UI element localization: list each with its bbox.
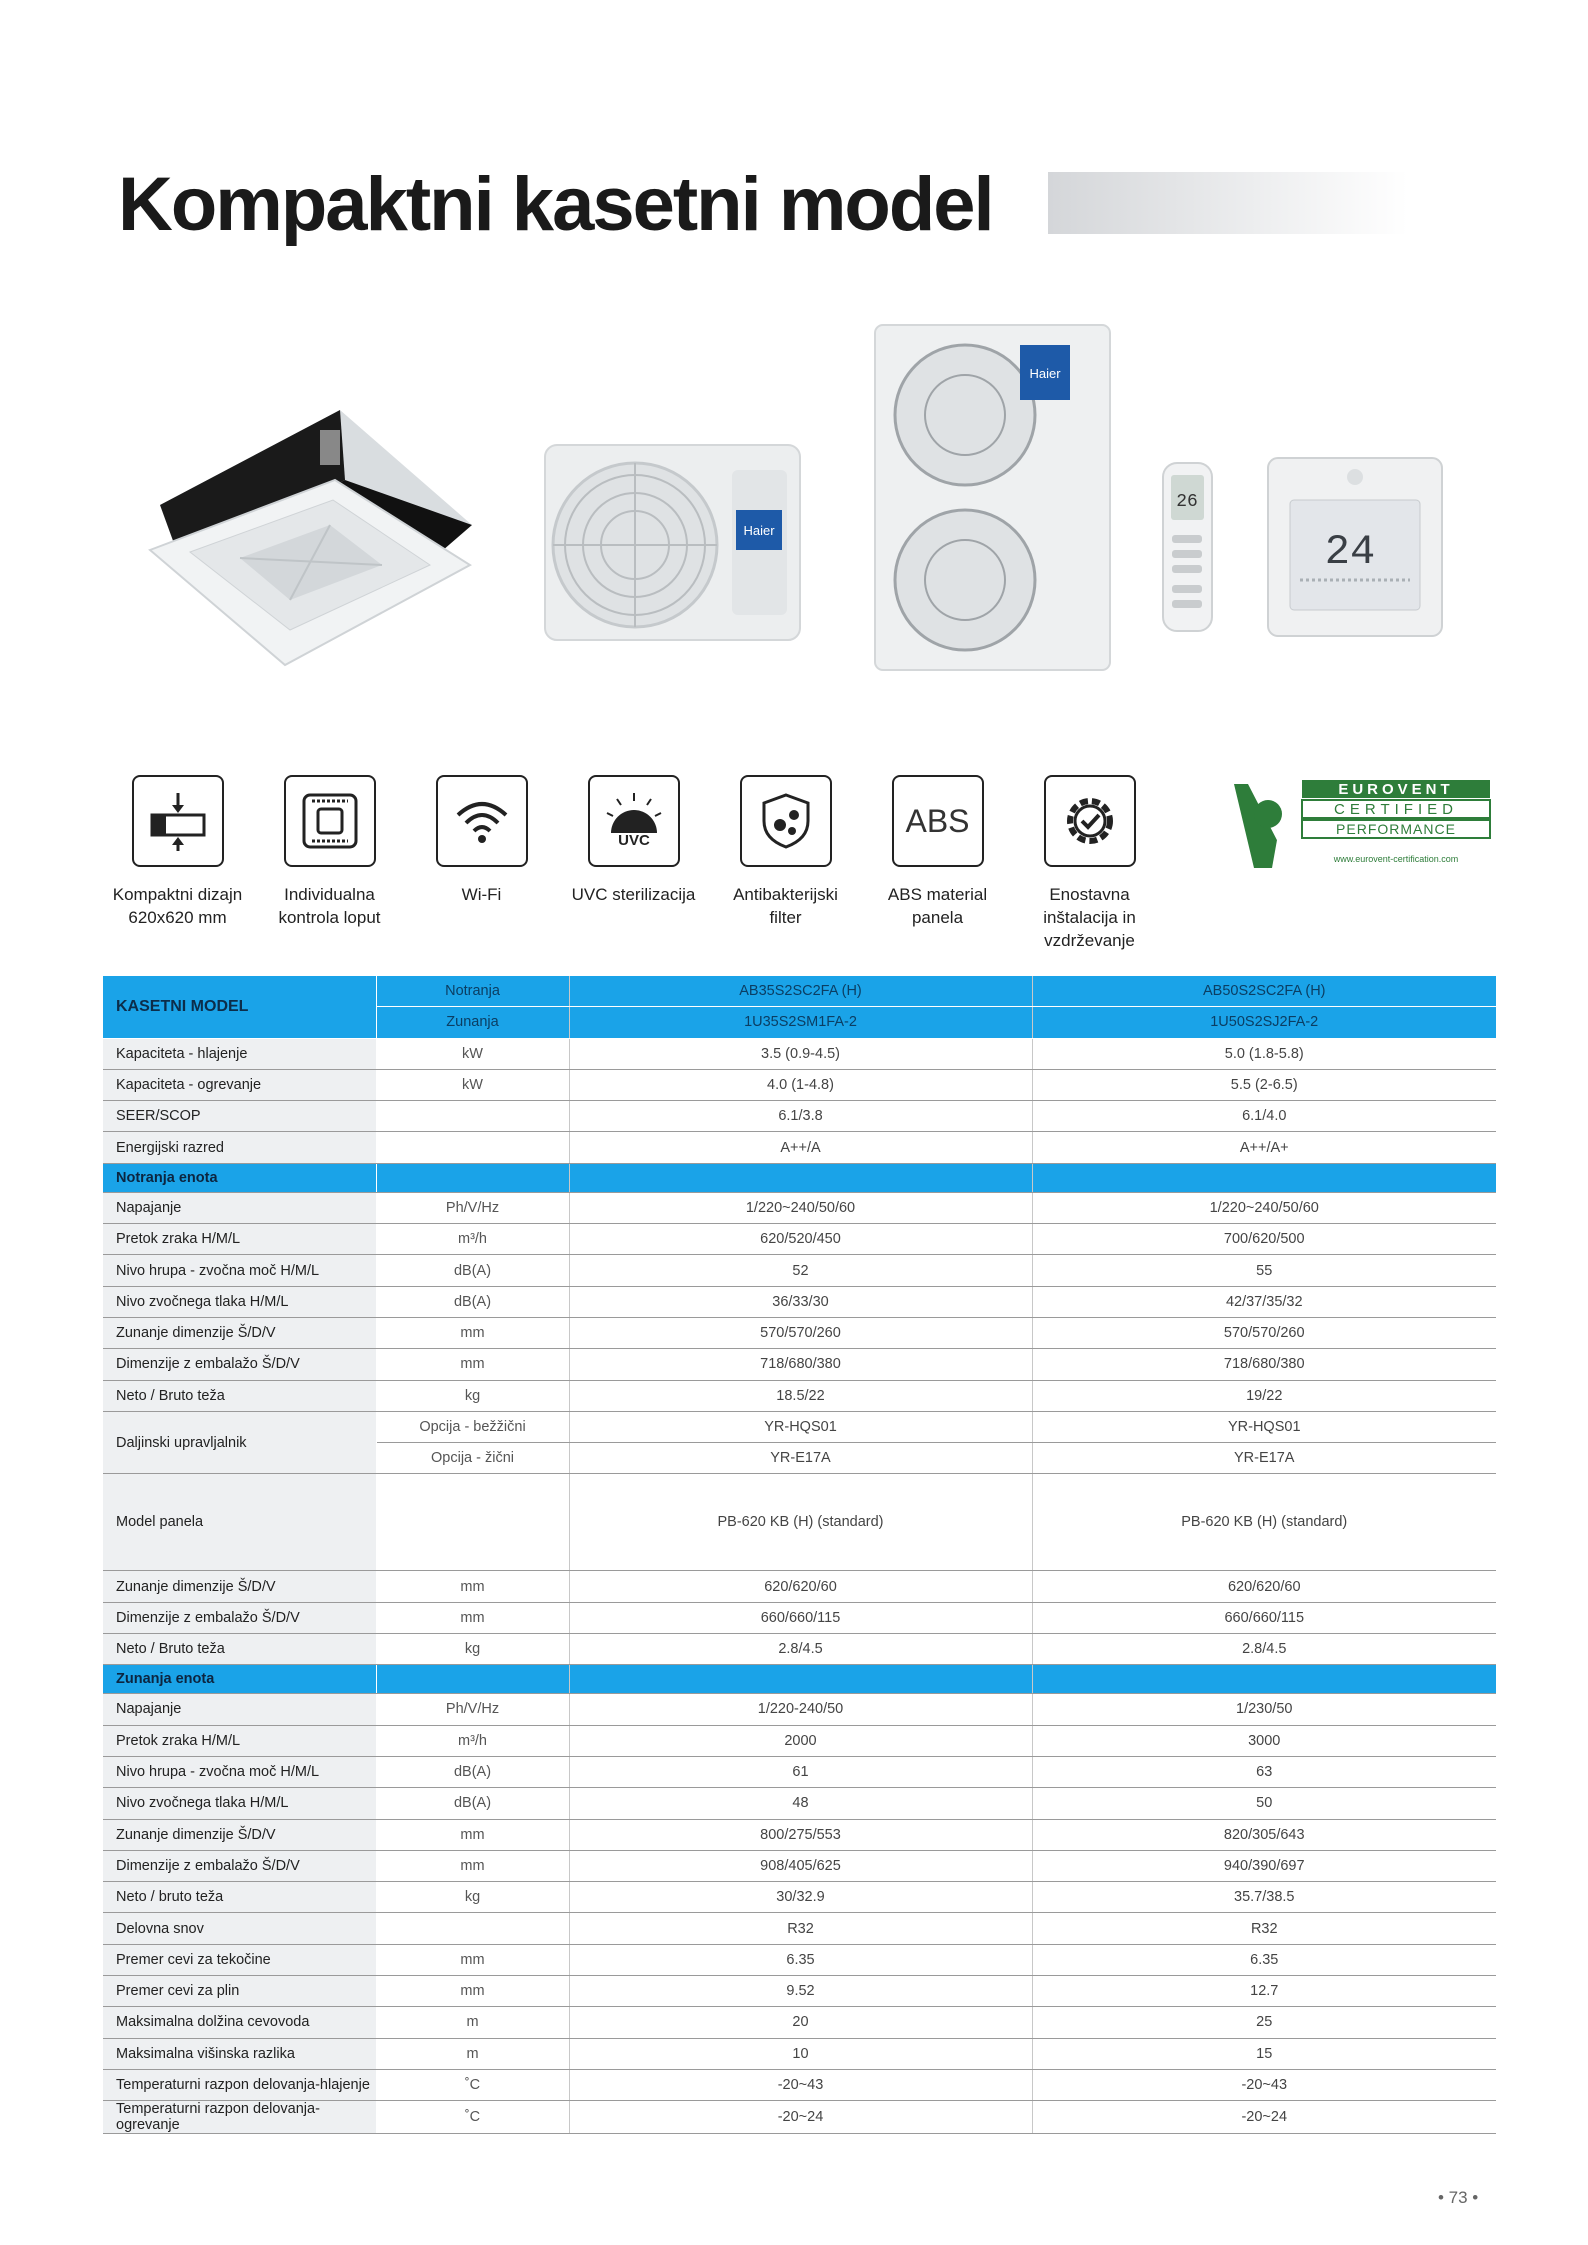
table-row [103,1788,1496,1819]
row-value-model1: 3.5 (0.9-4.5) [569,1038,1032,1069]
row-value-model2: 55 [1032,1255,1496,1286]
panel-model2: PB-620 KB (H) (standard) [1032,1474,1496,1571]
abs-icon [892,775,984,867]
row-value-model2: -20~24 [1032,2101,1496,2134]
title-gradient-bar [1048,172,1408,234]
row-value-model2: 35.7/38.5 [1032,1882,1496,1913]
row-value-model1: A++/A [569,1132,1032,1163]
row-value-model1: 1/220-240/50 [569,1694,1032,1725]
row-unit: kW [376,1069,569,1100]
row-label: Dimenzije z embalažo Š/D/V [103,1349,376,1380]
remote-wireless-label: Opcija - bežžični [376,1411,569,1442]
table-row [103,1976,1496,2007]
row-label: Zunanje dimenzije Š/D/V [103,1819,376,1850]
row-unit: m³/h [376,1725,569,1756]
brand-logo-text: Haier [1029,366,1061,381]
row-value-model1: 620/520/450 [569,1224,1032,1255]
feature-uvc [551,775,716,906]
table-row [103,1224,1496,1255]
row-unit: mm [376,1602,569,1633]
row-unit: dB(A) [376,1255,569,1286]
row-label: Nivo hrupa - zvočna moč H/M/L [103,1255,376,1286]
table-row [103,1069,1496,1100]
row-unit [376,1101,569,1132]
wired-controller-image [1265,455,1445,640]
row-unit: mm [376,1571,569,1602]
remote-wired-model1: YR-E17A [569,1443,1032,1474]
row-unit: dB(A) [376,1286,569,1317]
specification-table [103,976,1496,2134]
row-label: Neto / Bruto teža [103,1634,376,1665]
feature-wifi [399,775,564,906]
table-row [103,1634,1496,1665]
row-value-model1: 48 [569,1788,1032,1819]
eurovent-url: www.eurovent-certification.com [1333,854,1459,864]
row-label: Delovna snov [103,1913,376,1944]
table-row [103,1163,1496,1192]
louver-control-icon [284,775,376,867]
row-value-model1: R32 [569,1913,1032,1944]
cassette-unit-image [120,400,490,690]
row-value-model1: -20~24 [569,2101,1032,2134]
row-value-model1: 6.35 [569,1944,1032,1975]
row-label: Premer cevi za plin [103,1976,376,2007]
outdoor-unit-small-image [540,440,805,655]
row-value-model2: 570/570/260 [1032,1317,1496,1348]
row-value-model2: 15 [1032,2038,1496,2069]
row-label: Pretok zraka H/M/L [103,1224,376,1255]
row-value-model1: -20~43 [569,2069,1032,2100]
row-unit: mm [376,1850,569,1881]
row-value-model2: 6.1/4.0 [1032,1101,1496,1132]
row-value-model1: 660/660/115 [569,1602,1032,1633]
row-value-model1: 718/680/380 [569,1349,1032,1380]
controller-display-text: 24 [1324,528,1376,576]
row-value-model2: 12.7 [1032,1976,1496,2007]
wireless-remote-image [1160,460,1215,635]
row-value-model2: 940/390/697 [1032,1850,1496,1881]
section-header-fill [1032,1665,1496,1694]
row-label: Nivo zvočnega tlaka H/M/L [103,1286,376,1317]
antibacterial-icon [740,775,832,867]
table-row [103,1038,1496,1069]
table-row [103,1286,1496,1317]
row-value-model1: 20 [569,2007,1032,2038]
table-row [103,1192,1496,1223]
table-row [103,1913,1496,1944]
table-row [103,1349,1496,1380]
row-value-model2: 700/620/500 [1032,1224,1496,1255]
gear-check-icon [1044,775,1136,867]
remote-wired-model2: YR-E17A [1032,1443,1496,1474]
section-header-fill [376,1163,569,1192]
row-label: Kapaciteta - hlajenje [103,1038,376,1069]
row-unit: kW [376,1038,569,1069]
feature-easy-install [1007,775,1172,952]
feature-label: filter [769,908,802,927]
row-unit [376,1132,569,1163]
row-value-model1: 6.1/3.8 [569,1101,1032,1132]
row-value-model1: 908/405/625 [569,1850,1032,1881]
row-label: Kapaciteta - ogrevanje [103,1069,376,1100]
eurovent-line1: EUROVENT [1338,781,1454,798]
row-value-model1: 570/570/260 [569,1317,1032,1348]
row-unit: ˚C [376,2101,569,2134]
row-label: Neto / Bruto teža [103,1380,376,1411]
compact-design-icon [132,775,224,867]
row-label: Nivo zvočnega tlaka H/M/L [103,1788,376,1819]
eurovent-line3: PERFORMANCE [1336,821,1456,837]
table-row [103,1725,1496,1756]
row-value-model2: -20~43 [1032,2069,1496,2100]
feature-label: Individualna [284,885,375,904]
feature-compact-design [95,775,260,929]
row-unit: dB(A) [376,1788,569,1819]
feature-louver-control [247,775,412,929]
section-header: Zunanja enota [103,1665,376,1694]
row-value-model2: 820/305/643 [1032,1819,1496,1850]
row-value-model1: 4.0 (1-4.8) [569,1069,1032,1100]
remote-wired-label: Opcija - žični [376,1443,569,1474]
panel-model1: PB-620 KB (H) (standard) [569,1474,1032,1571]
table-row [103,2038,1496,2069]
table-row [103,1317,1496,1348]
section-header-fill [569,1665,1032,1694]
row-unit: mm [376,1317,569,1348]
row-value-model2: R32 [1032,1913,1496,1944]
table-row [103,2007,1496,2038]
feature-label: Antibakterijski [733,885,838,904]
row-label: Napajanje [103,1192,376,1223]
row-value-model1: 2.8/4.5 [569,1634,1032,1665]
row-value-model1: 61 [569,1756,1032,1787]
row-value-model1: 800/275/553 [569,1819,1032,1850]
row-label: SEER/SCOP [103,1101,376,1132]
row-value-model2: 3000 [1032,1725,1496,1756]
table-row [103,1694,1496,1725]
row-label: Premer cevi za tekočine [103,1944,376,1975]
eurovent-certified-logo [1232,776,1494,872]
row-value-model2: 25 [1032,2007,1496,2038]
row-value-model2: 63 [1032,1756,1496,1787]
outdoor-label: Zunanja [376,1007,569,1038]
row-value-model2: 620/620/60 [1032,1571,1496,1602]
table-row [103,1882,1496,1913]
remote-display-text: 26 [1176,492,1198,512]
feature-label: Enostavna [1049,885,1130,904]
row-value-model1: 52 [569,1255,1032,1286]
row-value-model2: 50 [1032,1788,1496,1819]
row-value-model2: 1/220~240/50/60 [1032,1192,1496,1223]
row-unit: mm [376,1944,569,1975]
table-row [103,1255,1496,1286]
page-title: Kompaktni kasetni model [118,162,993,247]
remote-wireless-model2: YR-HQS01 [1032,1411,1496,1442]
table-row [103,1944,1496,1975]
panel-label: Model panela [103,1474,376,1571]
feature-label: vzdrževanje [1044,931,1135,950]
feature-label: ABS material [887,885,988,904]
page-number: • 73 • [1438,2188,1479,2207]
row-label: Maksimalna višinska razlika [103,2038,376,2069]
section-header-fill [569,1163,1032,1192]
table-row [103,1101,1496,1132]
row-unit: Ph/V/Hz [376,1694,569,1725]
model-header: KASETNI MODEL [103,976,376,1038]
eurovent-line2: CERTIFIED [1334,801,1458,818]
table-row [103,1474,1496,1571]
row-label: Temperaturni razpon delovanja-ogrevanje [103,2101,376,2134]
row-value-model2: 718/680/380 [1032,1349,1496,1380]
table-row [103,1411,1496,1442]
model2-indoor-name: AB50S2SC2FA (H) [1032,976,1496,1007]
row-value-model1: 1/220~240/50/60 [569,1192,1032,1223]
row-value-model1: 18.5/22 [569,1380,1032,1411]
row-value-model2: 2.8/4.5 [1032,1634,1496,1665]
uvc-icon [588,775,680,867]
row-label: Dimenzije z embalažo Š/D/V [103,1850,376,1881]
section-header-fill [376,1665,569,1694]
table-row [103,1819,1496,1850]
row-value-model1: 30/32.9 [569,1882,1032,1913]
wifi-icon [436,775,528,867]
table-row [103,1850,1496,1881]
feature-label: Kompaktni dizajn [112,885,243,904]
row-label: Pretok zraka H/M/L [103,1725,376,1756]
section-header: Notranja enota [103,1163,376,1192]
row-unit: m [376,2038,569,2069]
row-unit: kg [376,1634,569,1665]
model2-outdoor-name: 1U50S2SJ2FA-2 [1032,1007,1496,1038]
row-value-model2: 19/22 [1032,1380,1496,1411]
table-row [103,976,1496,1007]
row-value-model1: 10 [569,2038,1032,2069]
row-value-model1: 620/620/60 [569,1571,1032,1602]
section-header-fill [1032,1163,1496,1192]
row-unit: dB(A) [376,1756,569,1787]
row-label: Zunanje dimenzije Š/D/V [103,1571,376,1602]
feature-antibacterial [703,775,868,929]
row-label: Nivo hrupa - zvočna moč H/M/L [103,1756,376,1787]
row-value-model2: 5.0 (1.8-5.8) [1032,1038,1496,1069]
abs-badge-text: ABS [905,802,970,839]
table-row [103,1602,1496,1633]
feature-label: UVC sterilizacija [571,885,696,904]
model1-outdoor-name: 1U35S2SM1FA-2 [569,1007,1032,1038]
row-unit: kg [376,1882,569,1913]
outdoor-unit-large-image [870,320,1115,675]
feature-label: panela [911,908,964,927]
uvc-badge-text: UVC [617,832,650,849]
row-value-model2: 42/37/35/32 [1032,1286,1496,1317]
table-row [103,2101,1496,2134]
feature-abs [855,775,1020,929]
table-row [103,1665,1496,1694]
remote-label: Daljinski upravljalnik [103,1411,376,1474]
row-unit [376,1913,569,1944]
row-value-model1: 36/33/30 [569,1286,1032,1317]
row-label: Dimenzije z embalažo Š/D/V [103,1602,376,1633]
table-row [103,1132,1496,1163]
row-unit: mm [376,1976,569,2007]
model1-indoor-name: AB35S2SC2FA (H) [569,976,1032,1007]
table-row [103,1756,1496,1787]
row-label: Energijski razred [103,1132,376,1163]
row-unit: Ph/V/Hz [376,1192,569,1223]
row-unit: mm [376,1819,569,1850]
row-label: Maksimalna dolžina cevovoda [103,2007,376,2038]
row-unit: ˚C [376,2069,569,2100]
row-unit: m³/h [376,1224,569,1255]
indoor-label: Notranja [376,976,569,1007]
remote-wireless-model1: YR-HQS01 [569,1411,1032,1442]
row-unit: mm [376,1349,569,1380]
feature-label: kontrola loput [278,908,381,927]
feature-label: Wi-Fi [461,885,502,904]
row-value-model1: 2000 [569,1725,1032,1756]
row-value-model2: 1/230/50 [1032,1694,1496,1725]
row-value-model2: 6.35 [1032,1944,1496,1975]
row-label: Temperaturni razpon delovanja-hlajenje [103,2069,376,2100]
brand-logo-text: Haier [743,523,775,538]
feature-label: 620x620 mm [128,908,227,927]
product-images [0,300,1588,720]
row-label: Napajanje [103,1694,376,1725]
row-value-model2: 5.5 (2-6.5) [1032,1069,1496,1100]
row-unit: kg [376,1380,569,1411]
table-row [103,1571,1496,1602]
row-value-model1: 9.52 [569,1976,1032,2007]
row-value-model2: 660/660/115 [1032,1602,1496,1633]
feature-label: inštalacija in [1043,908,1136,927]
row-label: Zunanje dimenzije Š/D/V [103,1317,376,1348]
table-row [103,2069,1496,2100]
row-value-model2: A++/A+ [1032,1132,1496,1163]
row-label: Neto / bruto teža [103,1882,376,1913]
panel-unit [376,1474,569,1571]
table-row [103,1380,1496,1411]
row-unit: m [376,2007,569,2038]
